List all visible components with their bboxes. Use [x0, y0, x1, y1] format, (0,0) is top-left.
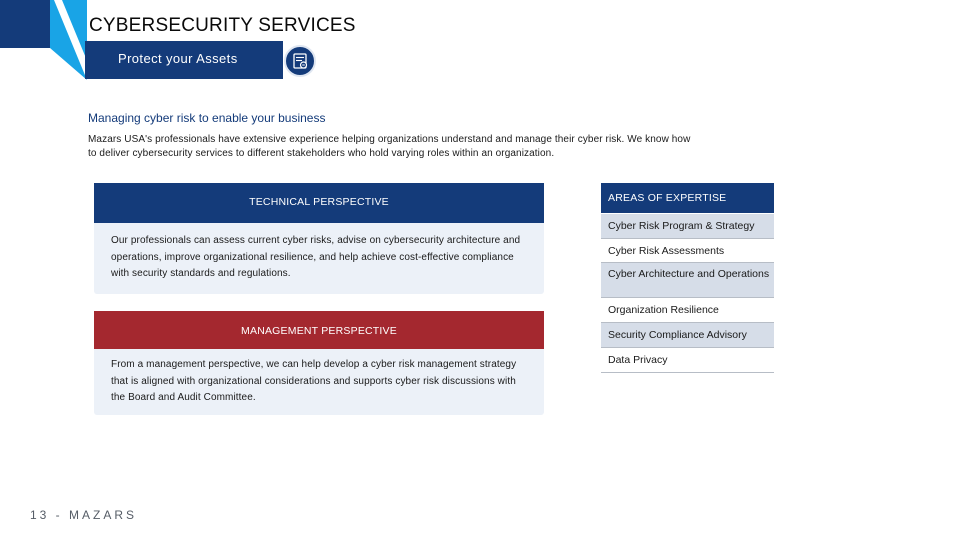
technical-title: TECHNICAL PERSPECTIVE — [249, 196, 389, 208]
subtitle-text: Protect your Assets — [118, 51, 238, 66]
expertise-item — [601, 263, 774, 298]
management-title: MANAGEMENT PERSPECTIVE — [241, 325, 397, 337]
footer-page-label: 13 - MAZARS — [30, 508, 138, 522]
management-body: From a management perspective, we can help develop a cyber risk management strategy that is aligned with organizational considerations and supports cyber risk discussions with the Board and Audit Committee. — [111, 359, 517, 403]
expertise-item — [601, 214, 774, 239]
expertise-item — [601, 323, 774, 348]
expertise-item-label: Cyber Architecture and Operations — [608, 268, 770, 280]
expertise-item — [601, 348, 774, 373]
expertise-item-label: Organization Resilience — [608, 304, 719, 316]
expertise-item-label: Cyber Risk Program & Strategy — [608, 220, 755, 232]
section-heading: Managing cyber risk to enable your business — [88, 111, 326, 125]
expertise-item-label: Cyber Risk Assessments — [608, 245, 725, 257]
expertise-item-label: Security Compliance Advisory — [608, 329, 747, 341]
expertise-item-label: Data Privacy — [608, 354, 668, 366]
security-document-icon — [286, 47, 314, 75]
corner-blue-fold — [50, 0, 87, 80]
expertise-item — [601, 239, 774, 263]
expertise-item — [601, 298, 774, 323]
technical-body: Our professionals can assess current cyber risks, advise on cybersecurity architecture and operations, improve organizational resilience, and help achieve cost-effective compliance with security standards and regulations. — [111, 235, 521, 279]
corner-navy-block — [0, 0, 50, 48]
expertise-title: AREAS OF EXPERTISE — [608, 192, 727, 204]
page-title: CYBERSECURITY SERVICES — [89, 15, 356, 36]
badge — [284, 45, 316, 77]
intro-paragraph: Mazars USA's professionals have extensive experience helping organizations understand and manage their cyber risk. We know how to deliver cybersecurity services to different stakeholders who hold varying roles within an organization. — [88, 134, 691, 159]
